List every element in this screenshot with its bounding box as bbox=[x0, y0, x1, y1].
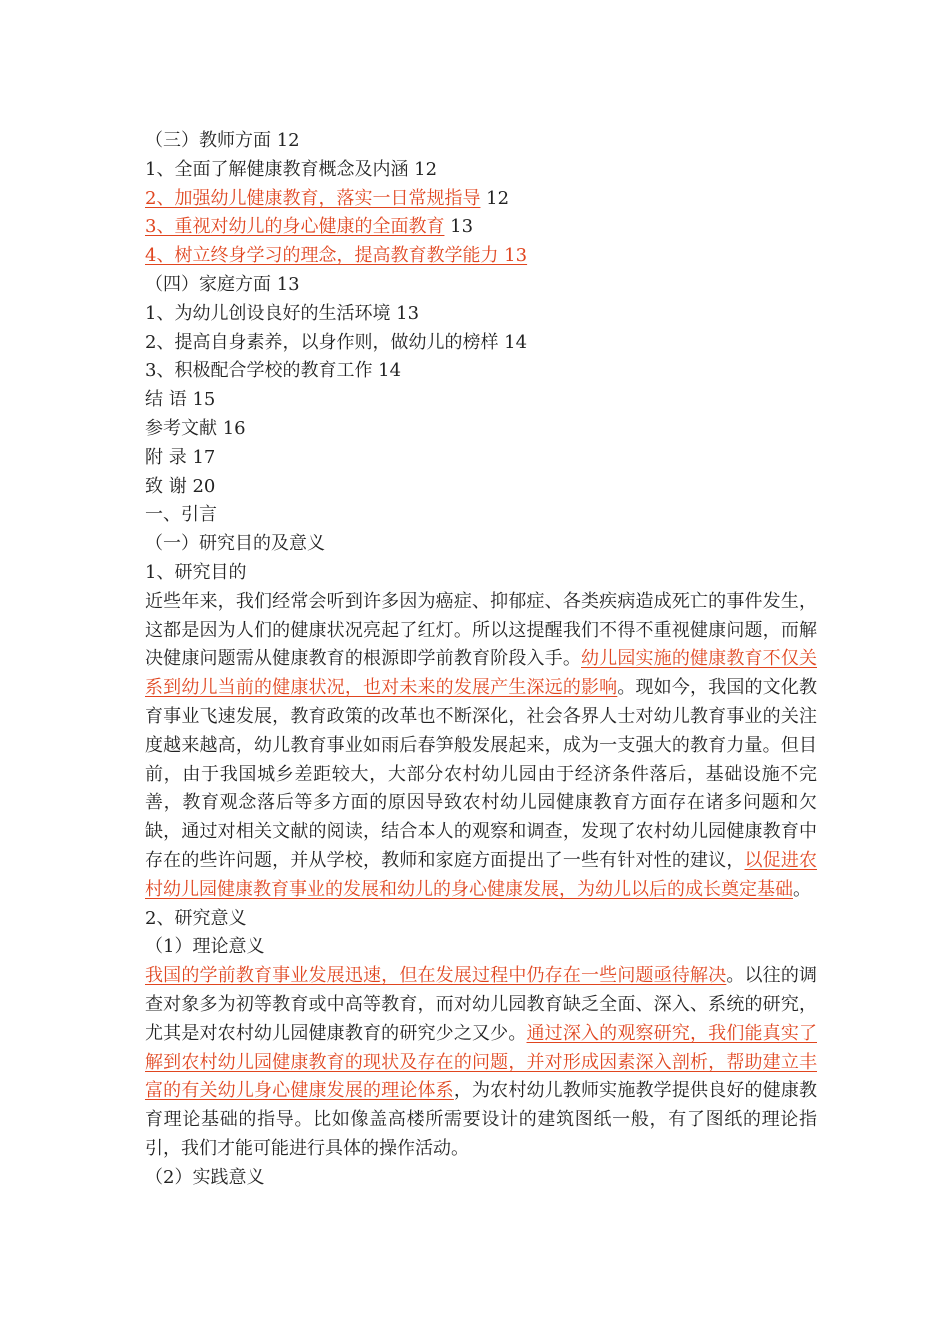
paragraph-text: 近些年来，我们经常会听到许多因为癌症、抑郁症、各类疾病造成死亡的事件发生，这都是因为人们的健康状况亮起了红灯。所以这提醒我们不得不重视健康问题，而解决健康问题需从健康教育的根源即学前教育阶段入手。 bbox=[145, 590, 817, 670]
paragraph-text: 。 bbox=[793, 878, 811, 900]
paragraph-text: ，为农村幼儿教师实施教学提供良好的健康教育理论基础的指导。比如像盖高楼所需要设计的建筑图纸一般，有了图纸的理论指引，我们才能可能进行具体的操作活动。 bbox=[145, 1080, 818, 1159]
toc-line-highlighted bbox=[145, 185, 817, 214]
page-number: 13 bbox=[444, 216, 474, 238]
paragraph-text: 。现如今，我国的文化教育事业飞速发展，教育政策的改革也不断深化，社会各界人士对幼儿教育事业的关注度越来越高，幼儿教育事业如雨后春笋般发展起来，成为一支强大的教育力量。但目前，由于我国城乡差距较大，大部分农村幼儿园由于经济条件落后，基础设施不完善，教育观念落后等多方面的原因导致农村幼儿园健康教育方面存在诸多问题和欠缺，通过对相关文献的阅读，结合本人的观察和调查，发现了农村幼儿园健康教育中存在的些许问题，并从学校，教师和家庭方面提出了一些有针对性的建议， bbox=[145, 677, 818, 871]
toc-line: 结 语 15 bbox=[145, 389, 216, 411]
highlighted-text: 4、树立终身学习的理念，提高教育教学能力 13 bbox=[145, 245, 528, 267]
paragraph-theoretical-significance bbox=[145, 962, 817, 1164]
toc-line: 致 谢 20 bbox=[145, 475, 216, 497]
page-number: 12 bbox=[480, 187, 510, 209]
highlighted-text: 2、加强幼儿健康教育，落实一日常规指导 bbox=[145, 187, 481, 209]
toc-line: 2、提高自身素养，以身作则，做幼儿的榜样 14 bbox=[145, 331, 528, 353]
highlighted-text: 我国的学前教育事业发展迅速，但在发展过程中仍存在一些问题亟待解决 bbox=[145, 965, 727, 987]
paragraph-research-purpose bbox=[145, 588, 817, 905]
toc-line: 附 录 17 bbox=[145, 446, 216, 468]
subsection-heading: （1）理论意义 bbox=[145, 936, 265, 958]
toc-line-highlighted bbox=[145, 242, 817, 271]
toc-line: （三）教师方面 12 bbox=[145, 130, 300, 151]
toc-line: 1、全面了解健康教育概念及内涵 12 bbox=[145, 158, 438, 180]
highlighted-text: 幼儿园实施的健康教育不仅关系到幼儿当前的健康状况，也对未来的发展产生深远的影响 bbox=[145, 648, 817, 699]
subsection-heading: （2）实践意义 bbox=[145, 1166, 265, 1188]
section-heading: 一、引言 bbox=[145, 504, 217, 526]
subsection-heading: 1、研究目的 bbox=[145, 561, 247, 583]
toc-line: （四）家庭方面 13 bbox=[145, 273, 300, 295]
highlighted-text: 通过深入的观察研究，我们能真实了解到农村幼儿园健康教育的现状及存在的问题，并对形成因素深入剖析，帮助建立丰富的有关幼儿身心健康发展的理论体系 bbox=[145, 1022, 817, 1102]
highlighted-text: 3、重视对幼儿的身心健康的全面教育 bbox=[145, 216, 445, 238]
toc-line: 1、为幼儿创设良好的生活环境 13 bbox=[145, 302, 420, 324]
toc-line-highlighted bbox=[145, 213, 817, 242]
subsection-heading: 2、研究意义 bbox=[145, 907, 247, 929]
document-body bbox=[145, 127, 817, 1192]
highlighted-text: 以促进农村幼儿园健康教育事业的发展和幼儿的身心健康发展，为幼儿以后的成长奠定基础 bbox=[145, 849, 817, 900]
subsection-heading: （一）研究目的及意义 bbox=[145, 533, 325, 555]
toc-line: 参考文献 16 bbox=[145, 417, 246, 439]
toc-line: 3、积极配合学校的教育工作 14 bbox=[145, 360, 402, 382]
paragraph-text: 。以往的调查对象多为初等教育或中高等教育，而对幼儿园教育缺乏全面、深入、系统的研究，尤其是对农村幼儿园健康教育的研究少之又少。 bbox=[145, 965, 818, 1044]
